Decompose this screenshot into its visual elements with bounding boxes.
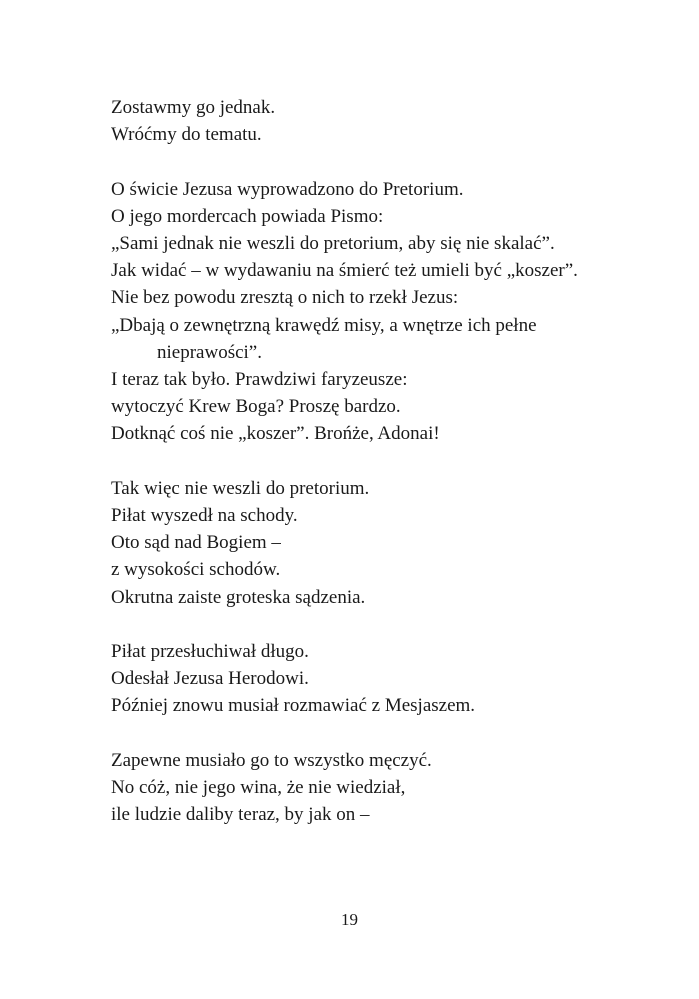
poem-line: No cóż, nie jego wina, że nie wiedział, [111, 777, 406, 799]
poem-line: Zapewne musiało go to wszystko męczyć. [111, 749, 432, 771]
poem-line: „Dbają o zewnętrzną krawędź misy, a wnętrze ich pełne [111, 314, 537, 336]
stanza-3 [111, 475, 671, 611]
poem-line: Tak więc nie weszli do pretorium. [111, 477, 370, 499]
poem-line: Oto sąd nad Bogiem – [111, 532, 281, 554]
poem-line: O świcie Jezusa wyprowadzono do Pretorium. [111, 178, 464, 200]
poem-line: Zostawmy go jednak. [111, 97, 276, 118]
poem-line: O jego mordercach powiada Pismo: [111, 205, 384, 227]
poem-line-continuation: nieprawości”. [157, 341, 262, 363]
poem-line: I teraz tak było. Prawdziwi faryzeusze: [111, 369, 408, 391]
poem-line: Dotknąć coś nie „koszer”. Brońże, Adonai! [111, 423, 440, 445]
poem-line: Odesłał Jezusa Herodowi. [111, 668, 309, 690]
stanza-4 [111, 638, 671, 720]
poem-line: Wróćmy do tematu. [111, 124, 262, 146]
stanza-5 [111, 747, 671, 829]
poem-line: Piłat wyszedł na schody. [111, 505, 298, 527]
poem-line: wytoczyć Krew Boga? Proszę bardzo. [111, 396, 401, 418]
poem-line: ile ludzie daliby teraz, by jak on – [111, 804, 370, 826]
poem-line: Jak widać – w wydawaniu na śmierć też umieli być „koszer”. [111, 260, 578, 282]
poem-line: Piłat przesłuchiwał długo. [111, 641, 309, 663]
page-number: 19 [341, 910, 358, 929]
poem-line: Okrutna zaiste groteska sądzenia. [111, 586, 366, 608]
poem-text [111, 94, 671, 856]
poem-line: z wysokości schodów. [111, 559, 281, 581]
poem-line: „Sami jednak nie weszli do pretorium, aby się nie skalać”. [111, 233, 555, 254]
stanza-2 [111, 176, 671, 448]
poem-line: Później znowu musiał rozmawiać z Mesjaszem. [111, 695, 476, 717]
stanza-1 [111, 94, 671, 148]
poem-line: Nie bez powodu zresztą o nich to rzekł Jezus: [111, 287, 459, 309]
